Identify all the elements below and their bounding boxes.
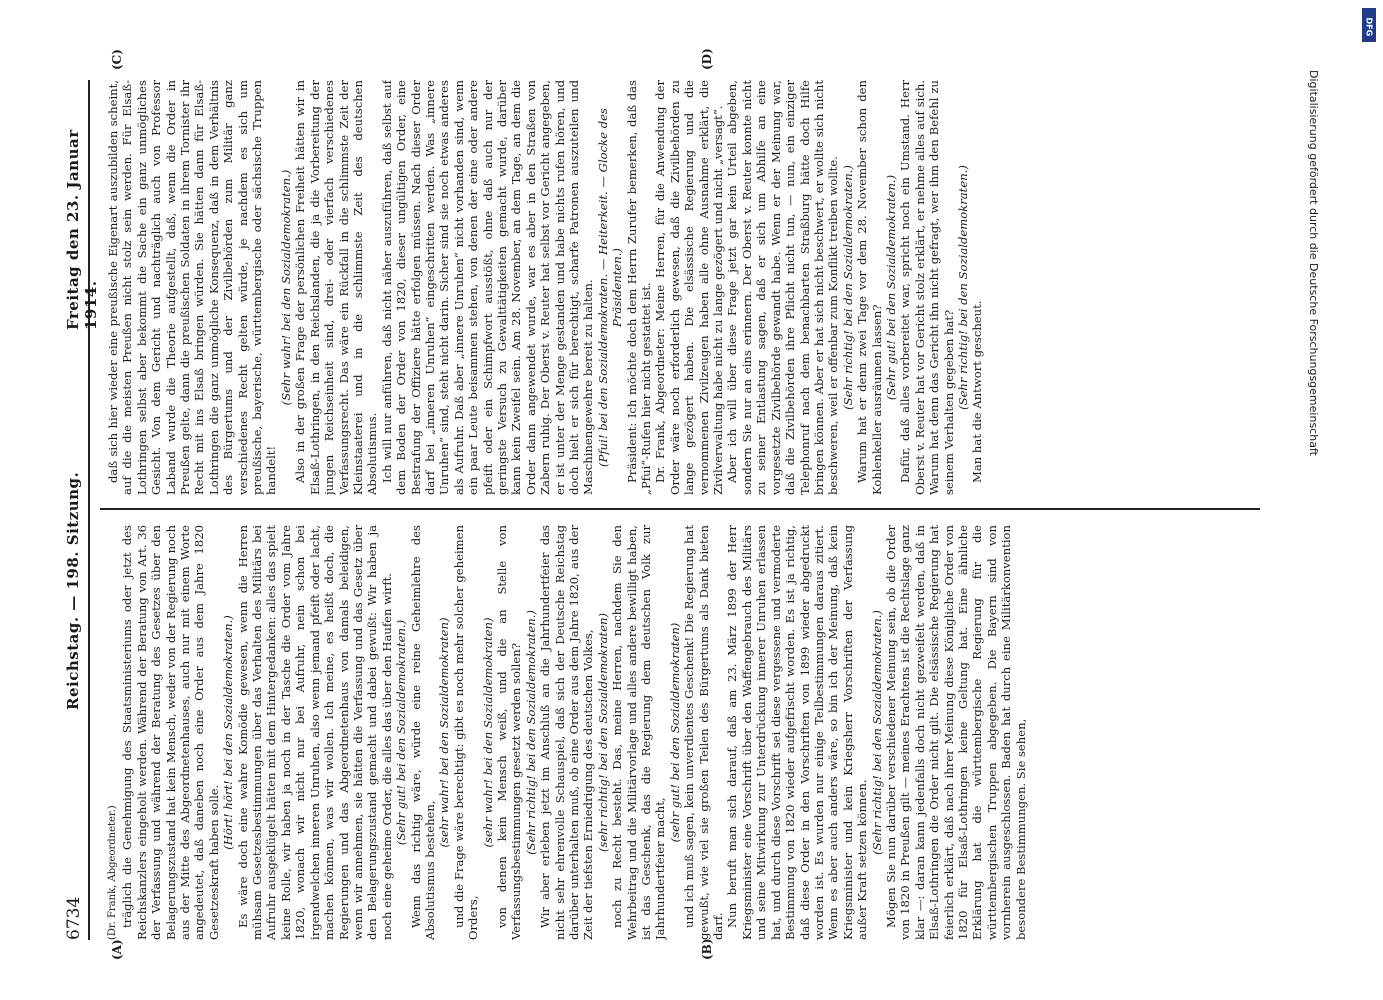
paragraph: Aber ich will über diese Frage jetzt gar kein Urteil abgeben, sondern Sie nur an eins erinnern. Der Oberst v. Reuter konnte nicht zu seiner Entlastung sagen, daß er sich um Abhilfe an eine vorgesetzte Zivilbehörde gewandt habe. Wenn er der Meinung war, daß die Zivilbehörden ihre Pflicht nicht tun, — nun, ein einziger Telephonruf nach dem benachbarten Straßburg hätte doch Hilfe bringen können. Aber er hat sich nicht beschwert, er wollte sich nicht beschweren, weil er offenbar zum Konflikt treiben wollte. (725, 80, 841, 495)
paragraph: (Sehr richtig! bei den Sozialdemokraten.) (955, 165, 970, 410)
paragraph: (Sehr richtig! bei den Sozialdemokraten.) (869, 610, 884, 855)
paragraph: (Sehr gut! bei den Sozialdemokraten.) (883, 174, 898, 401)
paragraph: und die Frage wäre berechtigt: gibt es noch mehr solcher geheimen Orders, (451, 525, 481, 940)
speaker-label: (Dr. Frank, Abgeordneter.) (107, 805, 118, 940)
paragraph: Es wäre doch eine wahre Komödie gewesen, wenn die Herren mühsam Gesetzesbestimmungen über das Verhalten des Militärs bei Aufruhr ausgeklügelt hätten mit dem Hintergedanken: alles das spielt keine Rolle, wir haben ja noch in der Tasche die Order vom Jahre 1820, wonach wir nicht nur bei Aufruhr, nein schon bei irgendwelchen inneren Unruhen, also wenn jemand pfeift oder lacht, machen können, was wir wollen. Ich meine, es heißt doch, die Regierungen und das Abgeordnetenhaus von damals beleidigen, wenn wir annehmen, sie hätten die Verfassung und das Gesetz über den Belagerungszustand gemacht und dabei gewußt: Wir haben ja noch eine geheime Order, die alles das über den Haufen wirft. (235, 525, 394, 940)
paragraph: Dafür, daß alles vorbereitet war, spricht noch ein Umstand. Herr Oberst v. Reuter hat vor Gericht stolz erklärt, er nehme alles auf sich. Warum hat denn das Gericht ihn nicht gefragt, wer ihm den Befehl zu seinem Verhalten gegeben hat? (898, 80, 956, 495)
digitization-note: Digitalisierung gefördert durch die Deutsche Forschungsgemeinschaft (1307, 70, 1320, 456)
paragraph: (Sehr wahr! bei den Sozialdemokraten.) (278, 169, 293, 406)
paragraph: Warum hat er denn zwei Tage vor dem 28. November schon den Kohlenkeller ausräumen lassen? (855, 80, 884, 495)
paragraph: träglich die Genehmigung des Staatsministeriums oder jetzt des Reichskanzlers eingeholt werden. Während der Beratung von Art. 36 der Verfassung und während der Beratung des Gesetzes über den Belagerungszustand hat kein Mensch, weder von der Regierung noch aus der Mitte des Abgeordnetenhauses, auch nur mit einem Worte angedeutet, daß daneben noch eine Order aus dem Jahre 1820 Gesetzeskraft haben solle. (120, 525, 221, 940)
left-column (106, 525, 1256, 940)
dfg-logo-text: DFG (1364, 17, 1374, 37)
paragraph: und ich muß sagen, kein unverdientes Geschenk! Die Regierung hat gewußt, wie viel sie großen Teilen des Bürgertums als Dank bieten darf. (682, 525, 726, 940)
paragraph: von denen kein Mensch weiß, und die an Stelle von Verfassungsbestimmungen gesetzt werden sollen? (494, 525, 524, 940)
paragraph: Wenn das richtig wäre, würde eine reine Geheimlehre des Absolutismus bestehen, (408, 525, 437, 940)
paragraph: (Pfui! bei den Sozialdemokraten. — Heiterkeit. — Glocke des Präsidenten.) (595, 108, 625, 467)
paragraph: (sehr wahr! bei den Sozialdemokraten) (437, 617, 452, 848)
paragraph: Dr. Frank, Abgeordneter: Meine Herren, für die Anwendung der Order wäre noch erforderlich gewesen, daß die Zivilbehörden zu lange gezögert haben. Die elsässische Regierung und die vernommenen Zivilzeugen haben alle ohne Ausnahme erklärt, die Zivilverwaltung habe nicht zu lange gezögert und nicht „versagt“. (653, 80, 726, 495)
paragraph: (Sehr richtig! bei den Sozialdemokraten.) (523, 610, 538, 855)
margin-marker-b: (B) (700, 938, 714, 960)
margin-marker-c: (C) (110, 49, 124, 70)
paragraph: (sehr richtig! bei den Sozialdemokraten) (595, 612, 610, 853)
page-number: 6734 (64, 896, 84, 940)
left-column-text (120, 525, 1028, 940)
paragraph: Also in der großen Frage der persönlichen Freiheit hätten wir in Elsaß-Lothringen, in den Reichslanden, die ja die Vorbereitung der jungen Reichseinheit sind, drei- oder vierfach verschiedenes Verfassungsrecht. Das wäre ein Rückfall in die schlimmste Zeit der Kleinstaaterei und in die schlimmste Zeit des deutschen Absolutismus. (293, 80, 380, 495)
paragraph: Man hat die Antwort gescheut. (970, 300, 985, 483)
dfg-logo (1362, 8, 1376, 42)
session-title: Reichstag. — 198. Sitzung. (64, 471, 82, 710)
paragraph: (Hört! hört! bei den Sozialdemokraten.) (221, 615, 236, 850)
right-column (106, 80, 1256, 495)
paragraph: noch zu Recht besteht. Das, meine Herren, nachdem Sie den Wehrbeitrag und die Militärvorlage und alles andere bewilligt haben, ist das Geschenk, das die Regierung dem deutschen Volk zur Jahrhundertfeier macht, (610, 525, 668, 940)
paragraph: (Sehr gut! bei den Sozialdemokraten.) (394, 619, 409, 846)
paragraph: (Sehr richtig! bei den Sozialdemokraten.) (840, 165, 855, 410)
right-column-text (106, 80, 985, 495)
paragraph: Nun beruft man sich darauf, daß am 23. März 1899 der Herr Kriegsminister eine Vorschrift über den Waffengebrauch des Militärs und seine Mitwirkung zur Unterdrückung innerer Unruhen erlassen hat, und durch diese Vorschrift sei diese vergessene und vermoderte Bestimmung von 1820 wieder aufgefrischt worden. Es ist ja richtig, daß diese Order in den Vorschriften von 1899 wieder abgedruckt worden ist. Es wurden nur einige Teilbestimmungen daraus zitiert. Wenn es aber auch anders wäre, so bin ich der Meinung, daß kein Kriegsminister und kein Kriegsherr Vorschriften der Verfassung außer Kraft setzen können. (725, 525, 870, 940)
paragraph: (sehr gut! bei den Sozialdemokraten) (667, 622, 682, 843)
paragraph: Ich will nur anführen, daß nicht näher auszuführen, daß selbst auf dem Boden der Order von 1820, dieser ungültigen Order, eine Bestrafung der Offiziere hätte erfolgen müssen. Nach dieser Order darf bei „inneren Unruhen“ eingeschritten werden. Was „innere Unruhen“ sind, steht nicht darin. Sicher sind sie noch etwas anderes als Aufruhr. Daß aber „innere Unruhen“ nicht vorhanden sind, wenn ein paar Leute beisammen stehen, von denen der eine oder andere pfeift oder ein Schimpfwort ausstößt, ohne daß auch nur der geringste Versuch zu Gewalttätigkeiten gemacht wurde, darüber kann kein Zweifel sein. Am 28. November, an dem Tage, an dem die Order dann angewendet wurde, war es aber in den Straßen von Zabern ruhig. Der Oberst v. Reuter hat selbst vor Gericht angegeben, er ist unter der Menge gestanden und habe nichts rufen hören, und doch hielt er sich für berechtigt, scharfe Patronen auszuteilen und Maschinengewehre bereit zu halten. (379, 80, 596, 495)
session-date: Freitag den 23. Januar 1914. (64, 129, 100, 330)
column-divider (100, 508, 1260, 510)
paragraph: Mögen Sie nun darüber verschiedener Meinung sein, ob die Order von 1820 in Preußen gilt — meines Erachtens ist die Rechtslage ganz klar —: daran kann jedenfalls doch nicht gezweifelt werden, daß in Elsaß-Lothringen die Order nicht gilt. Die elsässische Regierung hat feierlich erklärt, daß nach ihrer Meinung diese Königliche Order von 1820 für Elsaß-Lothringen keine Geltung hat. Eine ähnliche Erklärung hat die württembergische Regierung für die württembergischen Truppen abgegeben. Die Bayern sind von vornherein ausgeschlossen. Baden hat durch eine Militärkonvention besondere Bestimmungen. Sie sehen, (883, 525, 1028, 940)
margin-marker-a: (A) (110, 939, 124, 960)
paragraph: (sehr wahr! bei den Sozialdemokraten) (480, 617, 495, 848)
paragraph: Wir aber erleben jetzt im Anschluß an die Jahrhundertfeier das nicht sehr ehrenvolle Schauspiel, daß sich der Deutsche Reichstag darüber unterhalten muß, ob eine Order aus dem Jahre 1820, aus der Zeit der tiefsten Erniedrigung des deutschen Volkes, (538, 525, 596, 940)
paragraph: Präsident: Ich möchte doch dem Herrn Zurufer bemerken, daß das „Pfui“-Rufen hier nicht gestattet ist. (624, 80, 654, 495)
paragraph: daß sich hier wieder eine preußische Eigenart auszubilden scheint, auf die die meisten Preußen nicht stolz sein werden. Für Elsaß-Lothringen selbst aber bekommt die Sache ein ganz unmögliches Gesicht. Von dem Gericht und nachträglich auch von Professor Laband wurde die Theorie aufgestellt, daß, wenn die Order in Preußen gelte, dann die preußischen Soldaten in ihrem Tornister ihr Recht mit ins Elsaß bringen würden. Sie hätten dann für Elsaß-Lothringen die ganz unmögliche Konsequenz, daß in dem Verhältnis des Bürgertums und der Zivilbehörden zum Militär ganz verschiedenes Recht gelten würde, je nachdem es sich um preußische, bayerische, württembergische oder sächsische Truppen handelt! (106, 80, 279, 495)
page-header (58, 80, 100, 940)
margin-marker-d: (D) (700, 48, 714, 70)
